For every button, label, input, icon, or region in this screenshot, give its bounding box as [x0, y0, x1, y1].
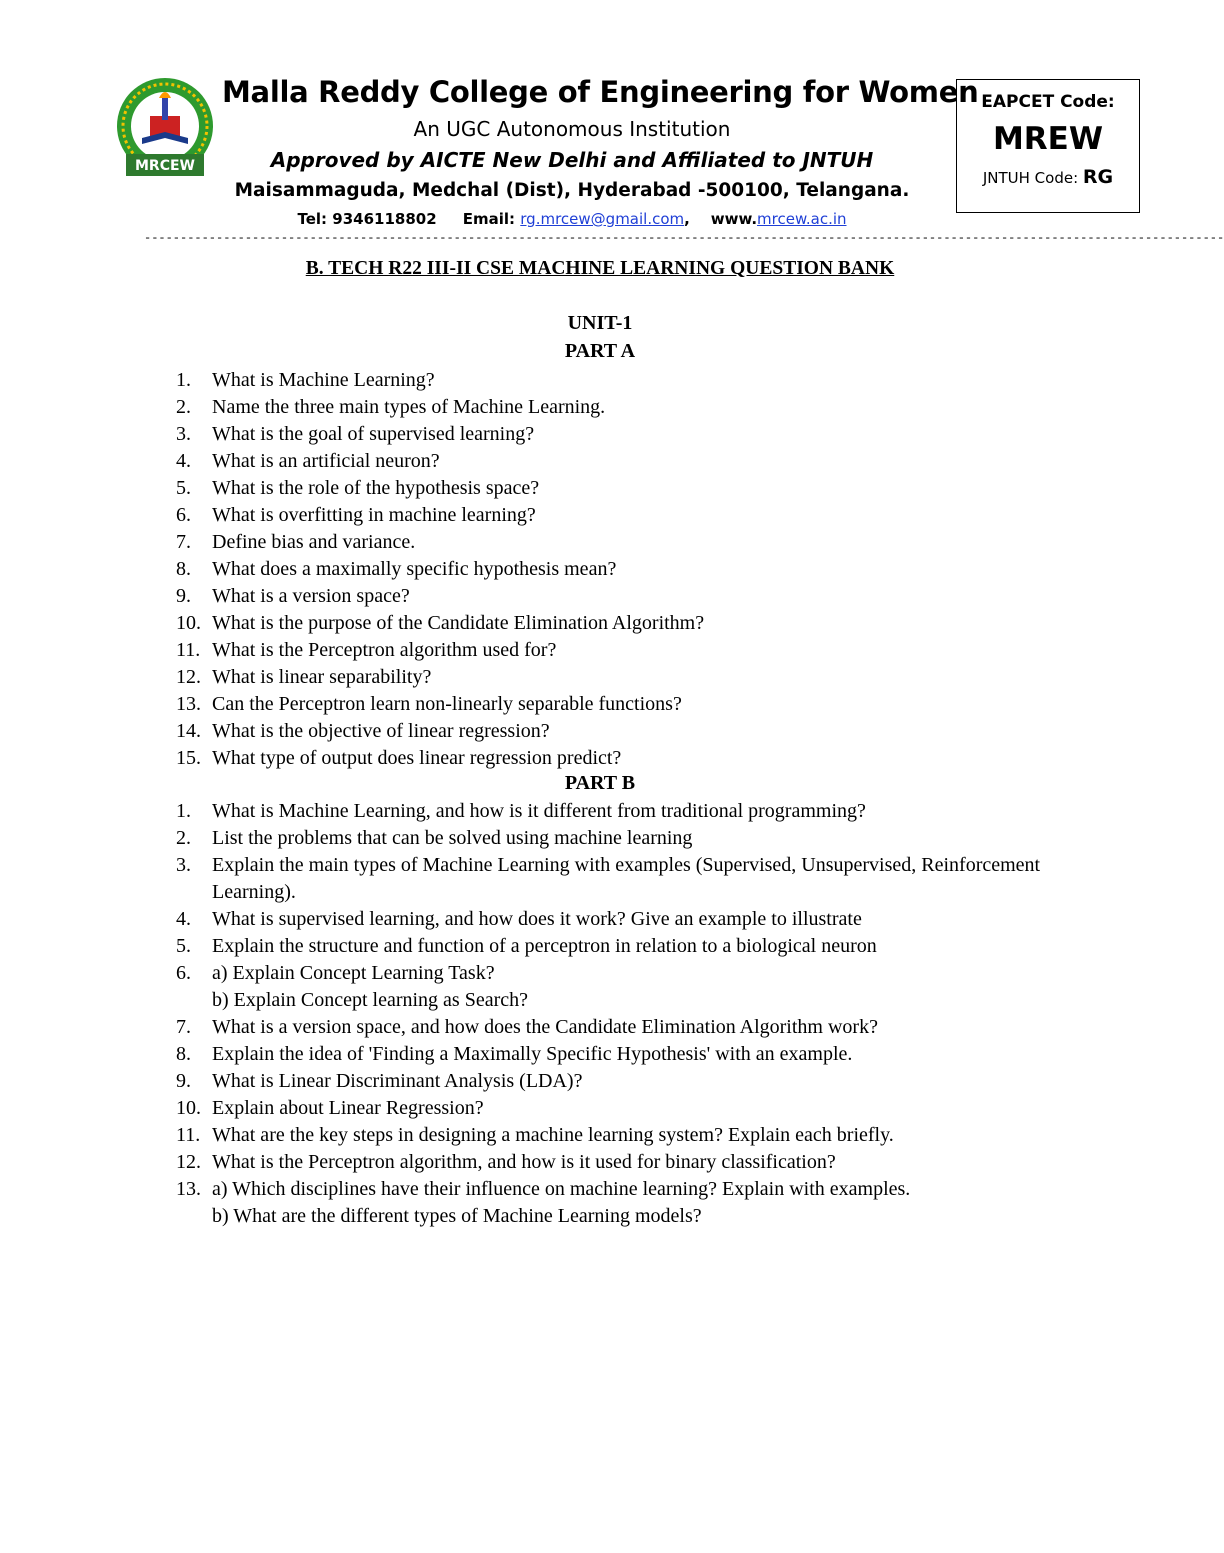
- question-item: [176, 610, 1076, 637]
- website-link[interactable]: mrcew.ac.in: [757, 210, 847, 228]
- question-item: [176, 745, 1076, 772]
- college-approval: Approved by AICTE New Delhi and Affiliated to JNTUH: [270, 148, 874, 172]
- question-number: 7.: [176, 531, 191, 553]
- eapcet-label: EAPCET Code:: [981, 92, 1115, 112]
- college-header: [222, 70, 979, 232]
- question-text: [212, 664, 1052, 691]
- question-main-text: a) Which disciplines have their influence on machine learning? Explain with examples.: [212, 1178, 911, 1200]
- part-b-questions: [176, 798, 1076, 1230]
- question-item: [176, 906, 1076, 933]
- question-item: [176, 475, 1076, 502]
- question-main-text: Name the three main types of Machine Learning.: [212, 396, 606, 418]
- question-main-text: What is the Perceptron algorithm, and how is it used for binary classification?: [212, 1151, 836, 1173]
- question-item: [176, 637, 1076, 664]
- question-main-text: Explain the structure and function of a perceptron in relation to a biological neuron: [212, 935, 877, 957]
- question-item: [176, 1149, 1076, 1176]
- question-main-text: What is Machine Learning?: [212, 369, 435, 391]
- question-number: 2.: [176, 396, 191, 418]
- question-text: [212, 448, 1052, 475]
- question-text: [212, 610, 1052, 637]
- question-number: 2.: [176, 827, 191, 849]
- question-main-text: What is an artificial neuron?: [212, 450, 440, 472]
- question-text: [212, 367, 1052, 394]
- question-text: [212, 906, 1052, 933]
- question-item: [176, 1122, 1076, 1149]
- question-text: [212, 718, 1052, 745]
- question-number: 1.: [176, 800, 191, 822]
- question-text: [212, 583, 1052, 610]
- tel-label: Tel:: [297, 210, 328, 228]
- question-item: [176, 960, 1076, 1014]
- question-text: [212, 1068, 1052, 1095]
- question-number: 4.: [176, 908, 191, 930]
- question-text: [212, 502, 1052, 529]
- question-text: [212, 637, 1052, 664]
- question-text: [212, 475, 1052, 502]
- question-main-text: a) Explain Concept Learning Task?: [212, 962, 495, 984]
- question-item: [176, 367, 1076, 394]
- question-main-text: What is the role of the hypothesis space?: [212, 477, 540, 499]
- question-number: 15.: [176, 747, 201, 769]
- unit-heading: UNIT-1: [567, 312, 633, 334]
- question-number: 10.: [176, 1097, 201, 1119]
- question-main-text: What is a version space?: [212, 585, 410, 607]
- question-item: [176, 798, 1076, 825]
- question-number: 9.: [176, 1070, 191, 1092]
- question-main-text: What is Linear Discriminant Analysis (LDA)?: [212, 1070, 583, 1092]
- question-number: 12.: [176, 666, 201, 688]
- question-text: [212, 798, 1052, 825]
- question-number: 1.: [176, 369, 191, 391]
- question-text: [212, 960, 1052, 1014]
- question-number: 5.: [176, 935, 191, 957]
- question-text: [212, 691, 1052, 718]
- document-title: B. TECH R22 III-II CSE MACHINE LEARNING QUESTION BANK: [305, 258, 895, 279]
- question-main-text: List the problems that can be solved using machine learning: [212, 827, 693, 849]
- question-text: [212, 1095, 1052, 1122]
- question-number: 7.: [176, 1016, 191, 1038]
- header-divider: ------------------------------------------------------------------------------------------------------------------------------------------------------: [144, 231, 1224, 245]
- jntuh-code-line: [957, 164, 1139, 191]
- question-item: [176, 502, 1076, 529]
- question-item: [176, 1176, 1076, 1230]
- question-text: [212, 1149, 1052, 1176]
- question-main-text: What is Machine Learning, and how is it different from traditional programming?: [212, 800, 866, 822]
- question-number: 4.: [176, 450, 191, 472]
- question-number: 5.: [176, 477, 191, 499]
- question-number: 3.: [176, 423, 191, 445]
- question-number: 6.: [176, 962, 191, 984]
- college-contact: Tel: 9346118802 Email: rg.mrcew@gmail.com, www.mrcew.ac.in: [297, 210, 847, 228]
- question-main-text: What does a maximally specific hypothesis mean?: [212, 558, 617, 580]
- question-main-text: What is the Perceptron algorithm used for?: [212, 639, 557, 661]
- question-number: 6.: [176, 504, 191, 526]
- question-number: 10.: [176, 612, 201, 634]
- question-item: [176, 421, 1076, 448]
- question-item: [176, 718, 1076, 745]
- question-main-text: What is the objective of linear regression?: [212, 720, 550, 742]
- question-main-text: Explain the idea of 'Finding a Maximally Specific Hypothesis' with an example.: [212, 1043, 853, 1065]
- college-name: Malla Reddy College of Engineering for Women: [222, 75, 979, 109]
- question-number: 11.: [176, 639, 201, 661]
- web-prefix: www.: [710, 210, 758, 228]
- question-item: [176, 448, 1076, 475]
- question-main-text: What is a version space, and how does the Candidate Elimination Algorithm work?: [212, 1016, 878, 1038]
- question-text: [212, 529, 1052, 556]
- question-item: [176, 394, 1076, 421]
- question-item: [176, 664, 1076, 691]
- question-number: 8.: [176, 1043, 191, 1065]
- question-number: 9.: [176, 585, 191, 607]
- college-logo: [112, 76, 218, 186]
- question-text: [212, 852, 1052, 906]
- question-main-text: What is linear separability?: [212, 666, 432, 688]
- part-b-heading: PART B: [564, 772, 636, 794]
- eapcet-code: MREW: [992, 121, 1104, 157]
- question-text: [212, 1176, 1052, 1230]
- question-main-text: What type of output does linear regression predict?: [212, 747, 622, 769]
- question-item: [176, 1041, 1076, 1068]
- question-main-text: What is the purpose of the Candidate Elimination Algorithm?: [212, 612, 705, 634]
- question-sub-text: b) What are the different types of Machine Learning models?: [212, 1205, 702, 1227]
- logo-text: MRCEW: [135, 158, 195, 174]
- code-box: [956, 79, 1140, 213]
- college-address: Maisammaguda, Medchal (Dist), Hyderabad -500100, Telangana.: [234, 180, 910, 201]
- question-text: [212, 394, 1052, 421]
- question-text: [212, 556, 1052, 583]
- question-item: [176, 933, 1076, 960]
- question-item: [176, 1095, 1076, 1122]
- question-item: [176, 691, 1076, 718]
- email-link[interactable]: rg.mrcew@gmail.com: [520, 210, 685, 228]
- question-main-text: Can the Perceptron learn non-linearly separable functions?: [212, 693, 682, 715]
- question-main-text: What is the goal of supervised learning?: [212, 423, 535, 445]
- question-number: 13.: [176, 1178, 201, 1200]
- question-main-text: What are the key steps in designing a machine learning system? Explain each briefly.: [212, 1124, 894, 1146]
- question-number: 13.: [176, 693, 201, 715]
- question-item: [176, 556, 1076, 583]
- question-main-text: Explain about Linear Regression?: [212, 1097, 484, 1119]
- question-item: [176, 825, 1076, 852]
- question-text: [212, 745, 1052, 772]
- question-number: 14.: [176, 720, 201, 742]
- question-item: [176, 852, 1076, 906]
- tel-value: 9346118802: [332, 210, 437, 228]
- question-number: 3.: [176, 854, 191, 876]
- part-a-questions: [176, 367, 1076, 772]
- question-main-text: Define bias and variance.: [212, 531, 416, 553]
- question-item: [176, 1014, 1076, 1041]
- college-subtitle: An UGC Autonomous Institution: [413, 117, 731, 141]
- email-label: Email:: [462, 210, 516, 228]
- jntuh-label: JNTUH Code:: [982, 169, 1079, 187]
- question-number: 8.: [176, 558, 191, 580]
- question-number: 11.: [176, 1124, 201, 1146]
- question-text: [212, 1014, 1052, 1041]
- jntuh-code: RG: [1082, 166, 1114, 188]
- question-text: [212, 1041, 1052, 1068]
- question-item: [176, 1068, 1076, 1095]
- question-number: 12.: [176, 1151, 201, 1173]
- question-text: [212, 421, 1052, 448]
- question-main-text: What is overfitting in machine learning?: [212, 504, 536, 526]
- question-text: [212, 825, 1052, 852]
- question-text: [212, 933, 1052, 960]
- question-main-text: What is supervised learning, and how does it work? Give an example to illustrate: [212, 908, 862, 930]
- question-text: [212, 1122, 1052, 1149]
- question-main-text: Explain the main types of Machine Learning with examples (Supervised, Unsupervised, Reinforcement Learning).: [212, 854, 1041, 903]
- question-sub-text: b) Explain Concept learning as Search?: [212, 989, 528, 1011]
- question-item: [176, 529, 1076, 556]
- question-item: [176, 583, 1076, 610]
- part-a-heading: PART A: [564, 340, 636, 362]
